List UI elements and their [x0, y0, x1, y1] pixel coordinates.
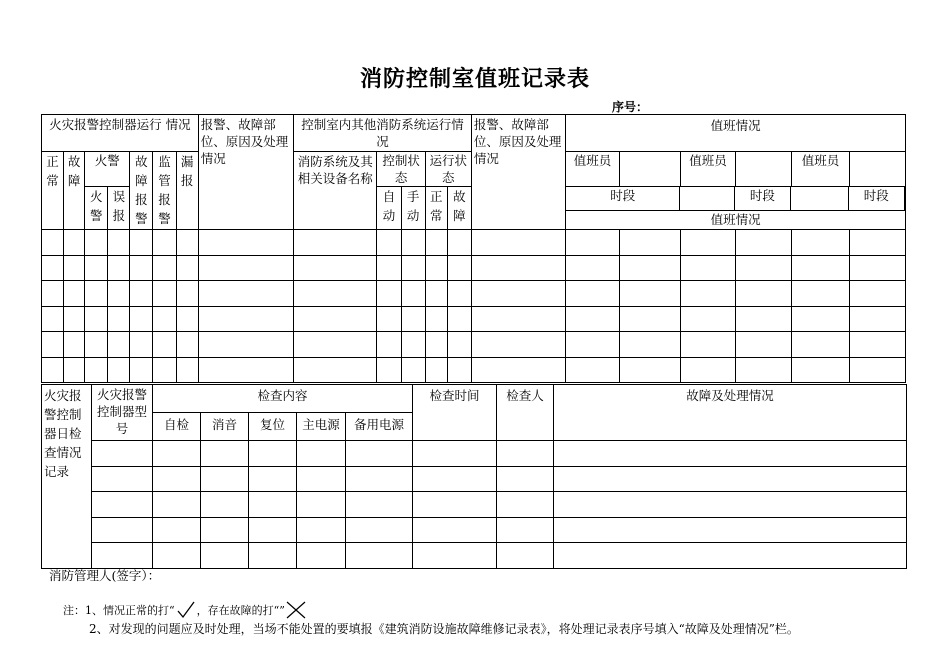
table-row	[42, 230, 906, 256]
table-row	[42, 332, 906, 358]
note-2: 2、对发现的问题应及时处理，当场不能处置的要填报《建筑消防设施故障维修记录表》，将处理记录表序号填入“故障及处理情况”栏。	[89, 622, 799, 636]
header-panel-model: 火灾报警控制器型号	[92, 385, 153, 441]
header-duty-person: 值班员	[792, 152, 849, 187]
header-other-systems: 控制室内其他消防系统运行情况	[294, 115, 472, 152]
table-row	[42, 306, 906, 332]
cross-mark-icon	[285, 600, 307, 620]
header-time-period: 时段	[849, 187, 905, 210]
header-supervisory-alarm: 监管报警	[153, 152, 176, 230]
note1-text-a: 注：1、情况正常的打“	[63, 604, 175, 617]
header-system-name: 消防系统及其相关设备名称	[294, 152, 377, 230]
header-manual: 手动	[401, 187, 425, 230]
header-fire-alarm: 火警	[85, 152, 130, 187]
header-alarm-fault-location-2: 报警、故障部位、原因及处理情况	[471, 115, 565, 230]
header-inspector: 检查人	[497, 385, 554, 441]
header-run-state: 运行状态	[425, 152, 471, 187]
header-time-period: 时段	[735, 187, 791, 210]
header-self-test: 自检	[153, 413, 201, 441]
header-missed-alarm: 漏报	[176, 152, 198, 230]
duty-person-field[interactable]	[619, 152, 680, 187]
note1-text-b: ，存在故障的打“	[196, 604, 280, 617]
header-daily-check: 火灾报警控制器日检查情况记录	[42, 385, 92, 569]
header-check-time: 检查时间	[413, 385, 497, 441]
table-row	[42, 255, 906, 281]
header-alarm-fault-location: 报警、故障部位、原因及处理情况	[198, 115, 293, 230]
daily-check-table	[41, 384, 907, 569]
header-duty-status-sub: 值班情况	[710, 212, 761, 227]
table-row	[42, 281, 906, 307]
duty-person-field[interactable]	[736, 152, 792, 187]
header-silence: 消音	[201, 413, 249, 441]
header-false-alarm: 误报	[108, 187, 130, 230]
table-row	[42, 441, 907, 467]
header-backup-power: 备用电源	[346, 413, 413, 441]
serial-label: 序号：	[612, 100, 649, 114]
table-row	[42, 466, 907, 492]
header-fault-handling: 故障及处理情况	[554, 385, 907, 441]
header-run-normal: 正常	[425, 187, 447, 230]
header-fire-panel-status: 火灾报警控制器运行 情况	[42, 115, 199, 152]
header-main-power: 主电源	[297, 413, 346, 441]
manager-signature: 消防管理人(签字）：	[49, 568, 161, 583]
table-row	[42, 357, 906, 383]
header-reset: 复位	[249, 413, 297, 441]
time-period-field[interactable]	[791, 187, 848, 210]
header-auto: 自动	[377, 187, 401, 230]
header-duty-status: 值班情况	[566, 115, 906, 152]
serial-number	[612, 98, 700, 115]
header-fault-alarm: 故障报警	[130, 152, 153, 230]
header-duty-person: 值班员	[680, 152, 735, 187]
header-duty-person: 值班员	[566, 152, 619, 187]
time-period-field[interactable]	[680, 187, 734, 210]
header-normal: 正常	[42, 152, 64, 230]
page-title: 消防控制室值班记录表	[359, 67, 590, 92]
header-check-content: 检查内容	[153, 385, 413, 413]
duty-record-table	[41, 114, 906, 383]
header-real-fire: 火警	[85, 187, 108, 230]
header-time-period: 时段	[566, 187, 680, 210]
table-row	[42, 543, 907, 569]
header-fault: 故障	[64, 152, 85, 230]
table-row	[42, 492, 907, 518]
note-1	[63, 600, 307, 620]
note1-text-c: ”	[279, 604, 285, 617]
check-mark-icon	[175, 600, 197, 620]
header-run-fault: 故障	[447, 187, 471, 230]
table-row	[42, 517, 907, 543]
duty-person-field[interactable]	[849, 152, 905, 187]
header-control-state: 控制状态	[377, 152, 425, 187]
